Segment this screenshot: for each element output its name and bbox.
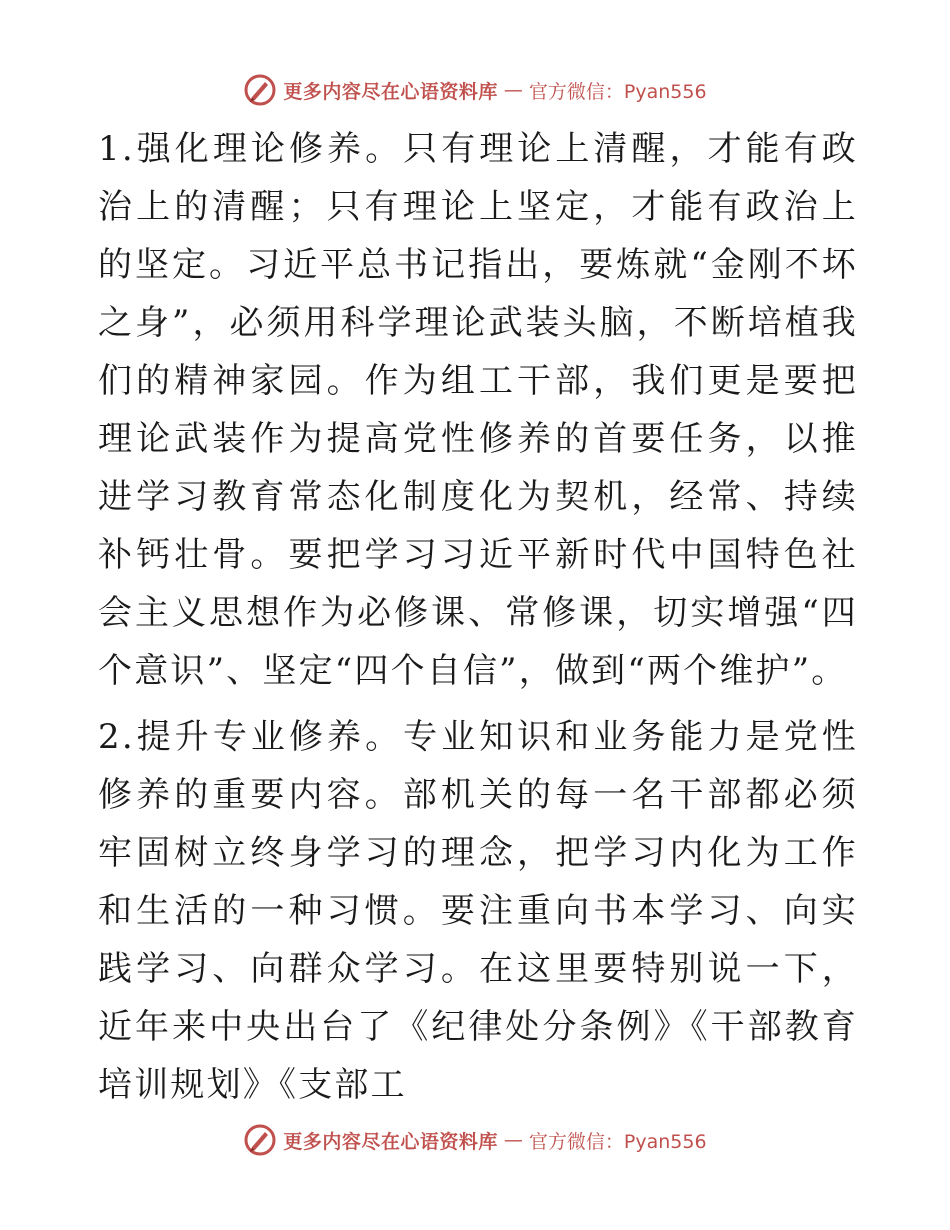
document-body	[98, 120, 858, 1122]
watermark-separator: —	[503, 1129, 523, 1151]
pen-seal-icon	[243, 1123, 277, 1157]
watermark-separator: —	[503, 79, 523, 101]
pen-seal-icon	[243, 73, 277, 107]
watermark-contact: 官方微信：Pyan556	[528, 80, 707, 103]
watermark-header	[0, 70, 950, 110]
watermark-footer	[0, 1120, 950, 1160]
watermark-title: 更多内容尽在心语资料库	[283, 80, 498, 103]
paragraph-1: 1.强化理论修养。只有理论上清醒，才能有政治上的清醒；只有理论上坚定，才能有政治上的坚定。习近平总书记指出，要炼就“金刚不坏之身”，必须用科学理论武装头脑，不断培植我们的精神家园。作为组工干部，我们更是要把理论武装作为提高党性修养的首要任务，以推进学习教育常态化制度化为契机，经常、持续补钙壮骨。要把学习习近平新时代中国特色社会主义思想作为必修课、常修课，切实增强“四个意识”、坚定“四个自信”，做到“两个维护”。	[98, 129, 858, 691]
watermark-title: 更多内容尽在心语资料库	[283, 1130, 498, 1153]
paragraph-2: 2.提升专业修养。专业知识和业务能力是党性修养的重要内容。部机关的每一名干部都必须牢固树立终身学习的理念，把学习内化为工作和生活的一种习惯。要注重向书本学习、向实践学习、向群众学习。在这里要特别说一下，近年来中央出台了《纪律处分条例》《干部教育培训规划》《支部工	[98, 717, 858, 1105]
watermark-contact: 官方微信：Pyan556	[528, 1130, 707, 1153]
